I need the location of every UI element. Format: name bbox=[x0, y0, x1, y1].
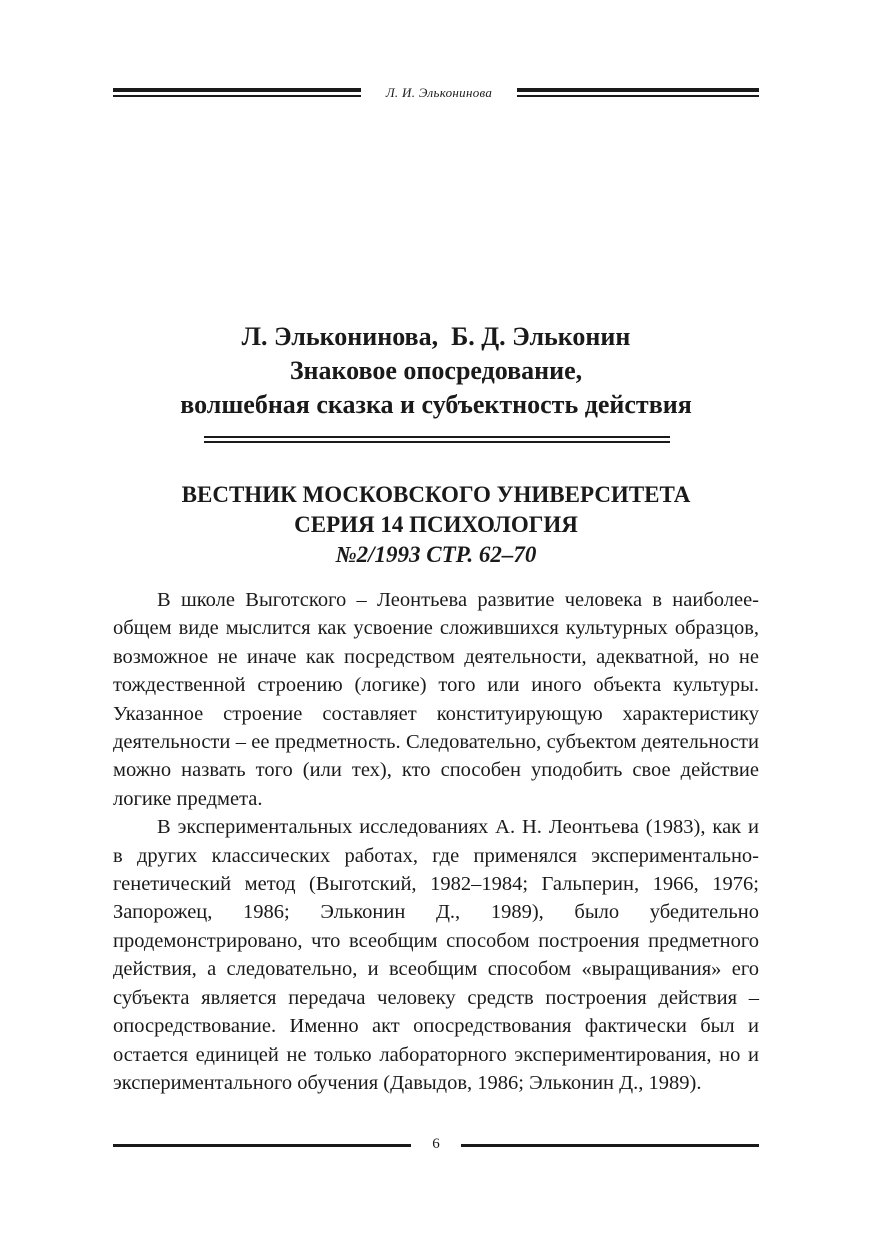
article-authors: Л. Эльконинова, Б. Д. Эльконин bbox=[241, 322, 631, 351]
article-title-line-1: Знаковое опосредование, bbox=[289, 356, 583, 385]
journal-series: СЕРИЯ 14 ПСИХОЛОГИЯ bbox=[294, 512, 578, 537]
running-head: Л. И. Эльконинова bbox=[385, 85, 493, 100]
header-rule-left-thick bbox=[113, 88, 361, 92]
body-paragraph-1: В школе Выготского – Леонтьева развитие человека в наиболее-общем виде мыслится как усвоение сложившихся культурных образцов, возможное не иначе как посредством деятельности, адекватной, но не тождественной строению (логике) того или иного объекта культуры. Указанное строение составляет конституирующую характеристику деятельности – ее предметность. Следовательно, субъектом деятельности можно назвать того (или тех), кто способен уподобить свое действие логике предмета. bbox=[113, 589, 759, 810]
header-rule-right-thick bbox=[517, 88, 759, 92]
footer-rule-left bbox=[113, 1144, 411, 1147]
article-title bbox=[113, 320, 759, 422]
article-title-line-2: волшебная сказка и субъектность действия bbox=[180, 390, 692, 419]
journal-reference bbox=[113, 480, 759, 570]
header-rule-left-thin bbox=[113, 95, 361, 97]
journal-issue: №2/1993 СТР. 62–70 bbox=[335, 542, 537, 567]
page-footer bbox=[113, 1134, 759, 1158]
journal-name: ВЕСТНИК МОСКОВСКОГО УНИВЕРСИТЕТА bbox=[181, 482, 691, 507]
title-divider-upper bbox=[204, 436, 670, 438]
article-body bbox=[113, 586, 759, 1097]
footer-rule-right bbox=[461, 1144, 759, 1147]
body-paragraph-2: В экспериментальных исследованиях А. Н. Леонтьева (1983), как и в других классических работах, где применялся экспериментально-генетический метод (Выготский, 1982–1984; Гальперин, 1966, 1976; Запорожец, 1986; Эльконин Д., 1989), было убедительно продемонстрировано, что всеобщим способом построения предметного действия, а следовательно, и всеобщим способом «выращивания» его субъекта является передача человеку средств построения действия – опосредствование. Именно акт опосредствования фактически был и остается единицей не только лабораторного экспериментирования, но и экспериментального обучения (Давыдов, 1986; Эльконин Д., 1989). bbox=[113, 816, 759, 1094]
running-header bbox=[113, 82, 759, 104]
page-number: 6 bbox=[432, 1136, 440, 1152]
header-rule-right-thin bbox=[517, 95, 759, 97]
title-divider-lower bbox=[204, 441, 670, 443]
